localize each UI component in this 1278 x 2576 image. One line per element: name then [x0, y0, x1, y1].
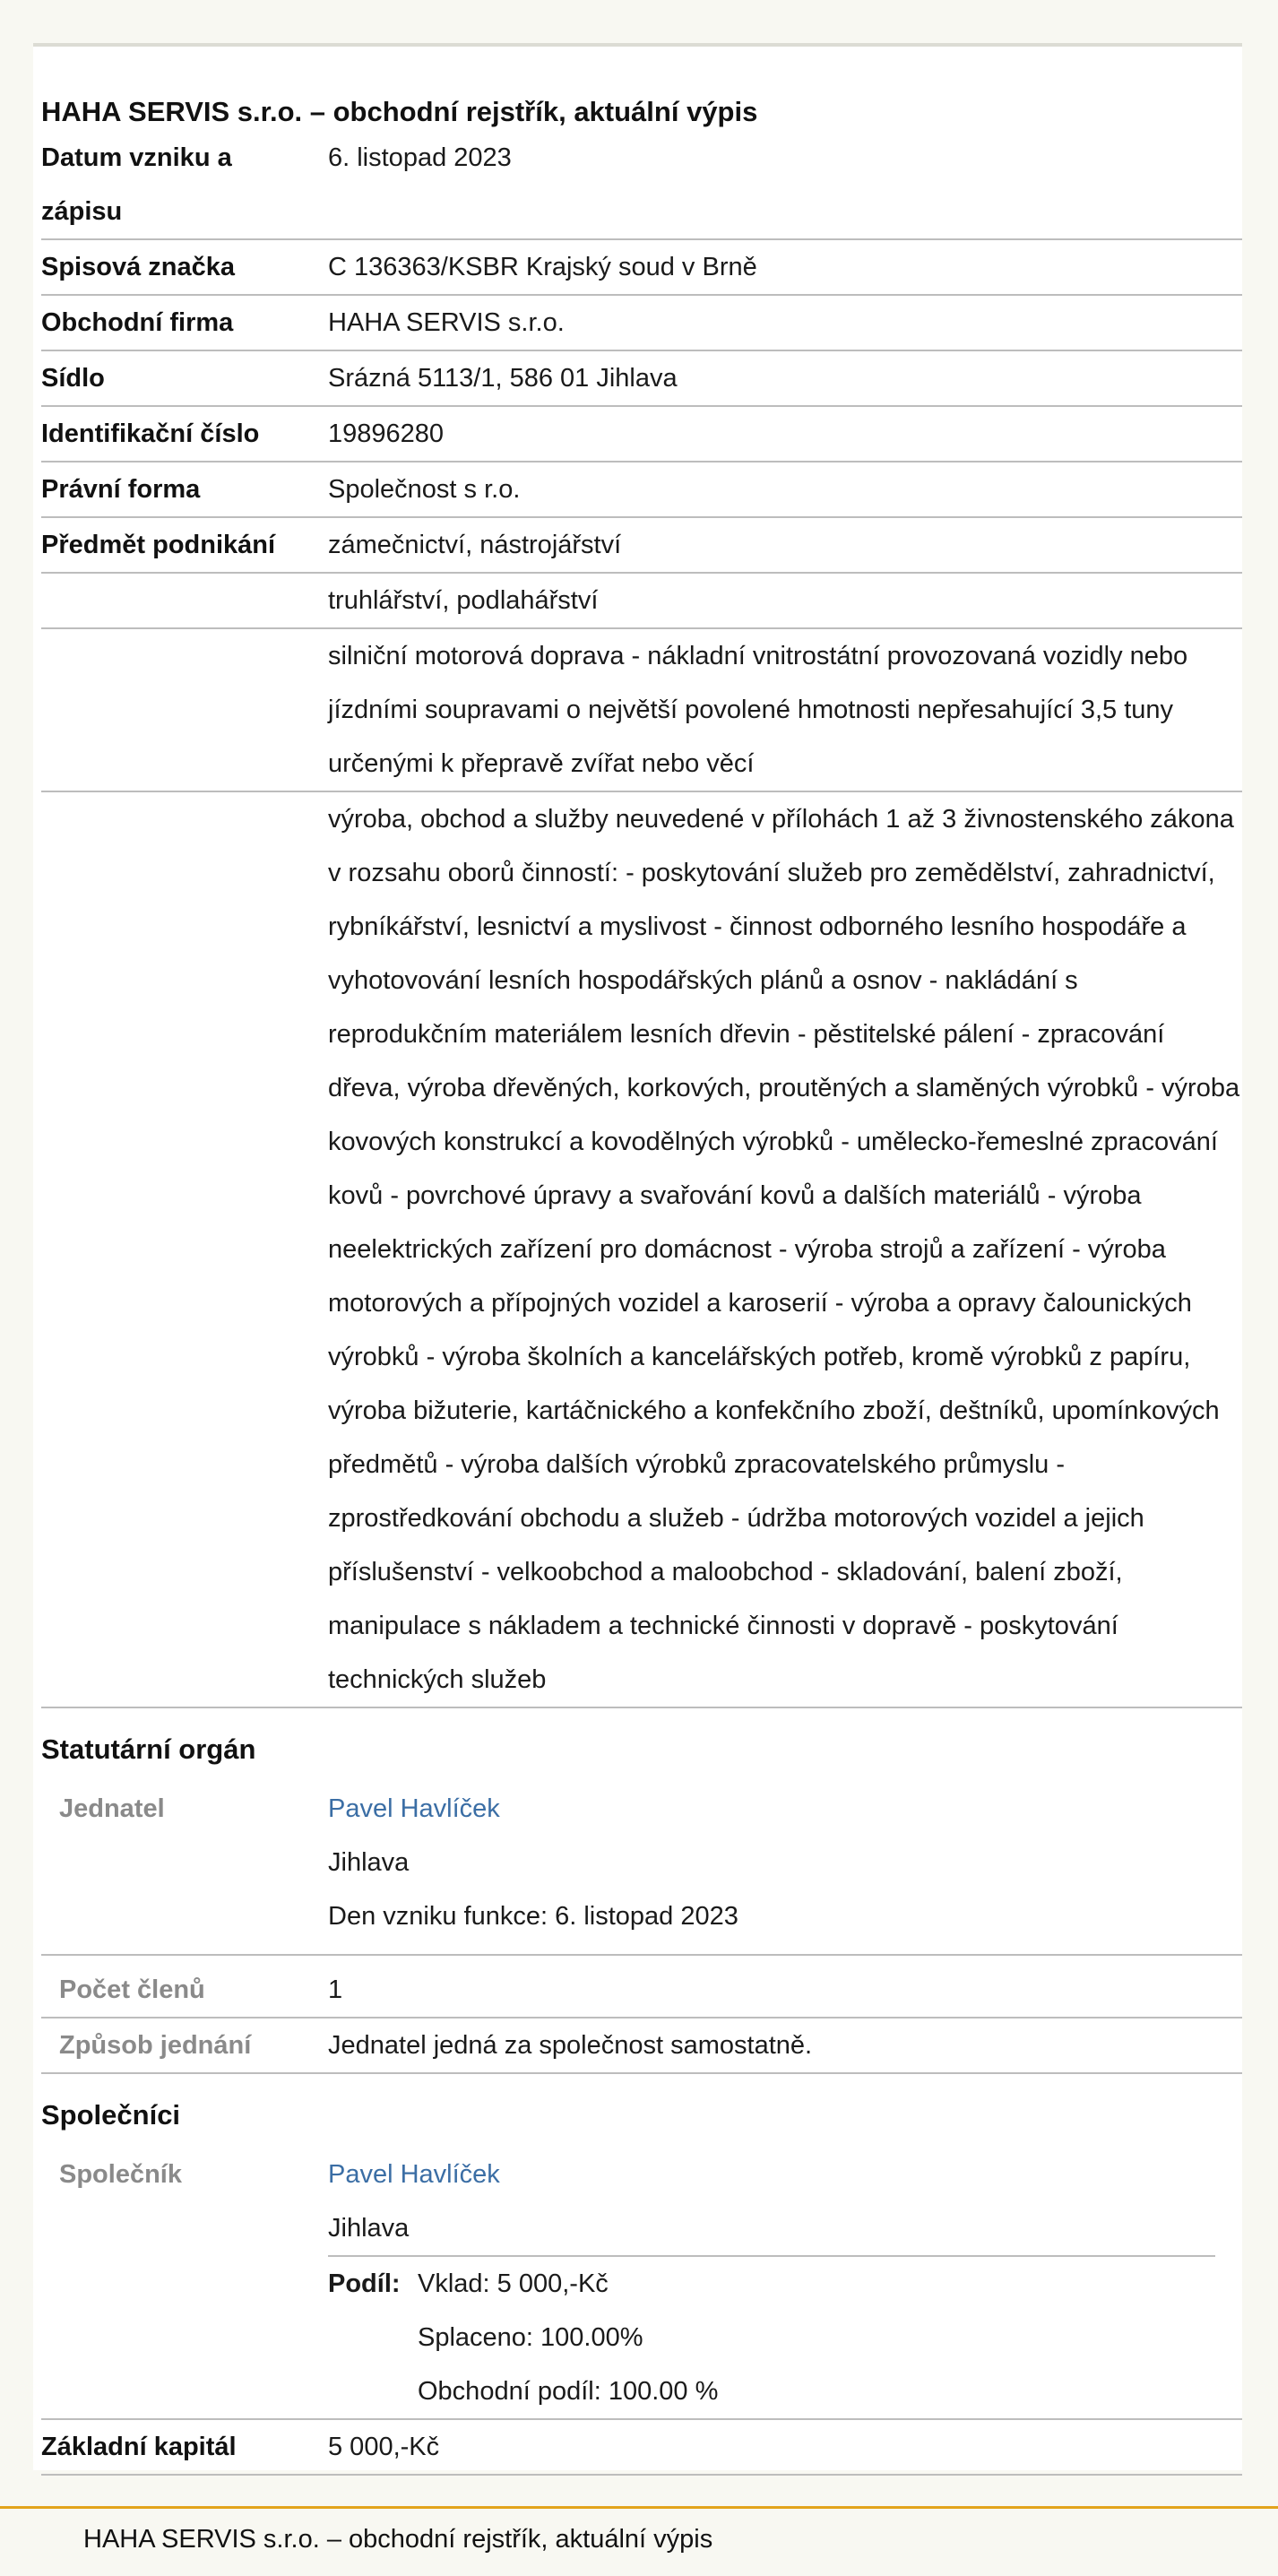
row-datum-vzniku: [41, 131, 1242, 240]
value-pravni-forma: Společnost s r.o.: [328, 475, 521, 504]
value-ico: 19896280: [328, 419, 445, 448]
row-predmet-1: [41, 518, 1242, 574]
spolecnik-details: [328, 2148, 1242, 2418]
predmet-item: zámečnictví, nástrojářství: [328, 531, 622, 559]
podil-values: [418, 2257, 718, 2418]
value-pocet-clenu: 1: [328, 1975, 343, 2004]
jednatel-name-link[interactable]: Pavel Havlíček: [328, 1794, 500, 1823]
row-pravni-forma: [41, 462, 1242, 518]
row-jednatel: [41, 1782, 1242, 1956]
podil-label: Podíl:: [328, 2269, 401, 2298]
label-sidlo: Sídlo: [41, 364, 105, 393]
value-spisova-znacka: C 136363/KSBR Krajský soud v Brně: [328, 253, 757, 281]
label-pocet-clenu: Počet členů: [59, 1975, 205, 2004]
label-spolecnik: Společník: [59, 2160, 182, 2189]
predmet-item: výroba, obchod a služby neuvedené v přílohách 1 až 3 živnostenského zákona v rozsahu oborů činností: - poskytování služeb pro zemědělství, zahradnictví, rybníkářství, lesnictví a myslivost - činnost odborného lesního hospodáře a vyhotovování lesních hospodářských plánů a osnov - nakládání s reprodukčním materiálem lesních dřevin - pěstitelské pálení - zpracování dřeva, výroba dřevěných, korkových, proutěných a slaměných výrobků - výroba kovových konstrukcí a kovodělných výrobků - umělecko-řemeslné zpracování kovů - povrchové úpravy a svařování kovů a dalších materiálů - výroba neelektrických zařízení pro domácnost - výroba strojů a zařízení - výroba motorových a přípojných vozidel a karoserií - výroba a opravy čalounických výrobků - výroba školních a kancelářských potřeb, kromě výrobků z papíru, výroba bižuterie, kartáčnického a konfekčního zboží, deštníků, upomínkových předmětů - výroba dalších výrobků zpracovatelského průmyslu - zprostředkování obchodu a služeb - údržba motorových vozidel a jejich příslušenství - velkoobchod a maloobchod - skladování, balení zboží, manipulace s nákladem a technické činnosti v dopravě - poskytování technických služeb: [328, 805, 1240, 1694]
row-ico: [41, 407, 1242, 462]
label-spisova-znacka: Spisová značka: [41, 253, 235, 281]
row-pocet-clenu: [41, 1963, 1242, 2018]
label-predmet-podnikani: Předmět podnikání: [41, 531, 276, 559]
spolecnik-city: Jihlava: [328, 2214, 410, 2243]
row-predmet-3: [41, 629, 1242, 792]
label-pravni-forma: Právní forma: [41, 475, 201, 504]
jednatel-city: Jihlava: [328, 1848, 410, 1877]
value-zakladni-kapital: 5 000,-Kč: [328, 2433, 440, 2461]
jednatel-details: [328, 1782, 1242, 1954]
value-zpusob-jednani: Jednatel jedná za společnost samostatně.: [328, 2031, 813, 2060]
podil-block: [328, 2255, 1215, 2418]
row-sidlo: [41, 351, 1242, 407]
row-zpusob-jednani: [41, 2018, 1242, 2074]
value-obchodni-firma: HAHA SERVIS s.r.o.: [328, 308, 565, 337]
row-obchodni-firma: [41, 296, 1242, 351]
row-spisova-znacka: [41, 240, 1242, 296]
podil-splaceno: Splaceno: 100.00%: [418, 2323, 643, 2352]
label-zakladni-kapital: Základní kapitál: [41, 2433, 237, 2461]
page-title: HAHA SERVIS s.r.o. – obchodní rejstřík, aktuální výpis: [41, 96, 758, 127]
spolecnik-name-link[interactable]: Pavel Havlíček: [328, 2160, 500, 2189]
label-ico: Identifikační číslo: [41, 419, 260, 448]
row-predmet-2: [41, 574, 1242, 629]
row-zakladni-kapital: [41, 2420, 1242, 2476]
section-spolecnici: Společníci: [41, 2099, 181, 2131]
footer-text: HAHA SERVIS s.r.o. – obchodní rejstřík, aktuální výpis: [83, 2525, 713, 2554]
jednatel-since: Den vzniku funkce: 6. listopad 2023: [328, 1902, 738, 1931]
label-zpusob-jednani: Způsob jednání: [59, 2031, 252, 2060]
label-datum-vzniku: Datum vzniku a zápisu: [41, 143, 232, 226]
registry-content: [33, 47, 1242, 2476]
registry-panel: [33, 43, 1242, 2470]
label-jednatel: Jednatel: [59, 1794, 165, 1823]
predmet-item: silniční motorová doprava - nákladní vnitrostátní provozovaná vozidly nebo jízdními soupravami o největší povolené hmotnosti nepřesahující 3,5 tuny určenými k přepravě zvířat nebo věcí: [328, 642, 1188, 778]
row-predmet-4: [41, 792, 1242, 1708]
value-sidlo: Srázná 5113/1, 586 01 Jihlava: [328, 364, 678, 393]
row-spolecnik: [41, 2148, 1242, 2420]
podil-obchodni: Obchodní podíl: 100.00 %: [418, 2377, 719, 2406]
predmet-item: truhlářství, podlahářství: [328, 586, 599, 615]
section-statutarni-organ: Statutární orgán: [41, 1733, 256, 1765]
value-datum-vzniku: 6. listopad 2023: [328, 143, 512, 172]
page-footer: [0, 2506, 1278, 2576]
label-obchodni-firma: Obchodní firma: [41, 308, 234, 337]
podil-vklad: Vklad: 5 000,-Kč: [418, 2269, 609, 2298]
